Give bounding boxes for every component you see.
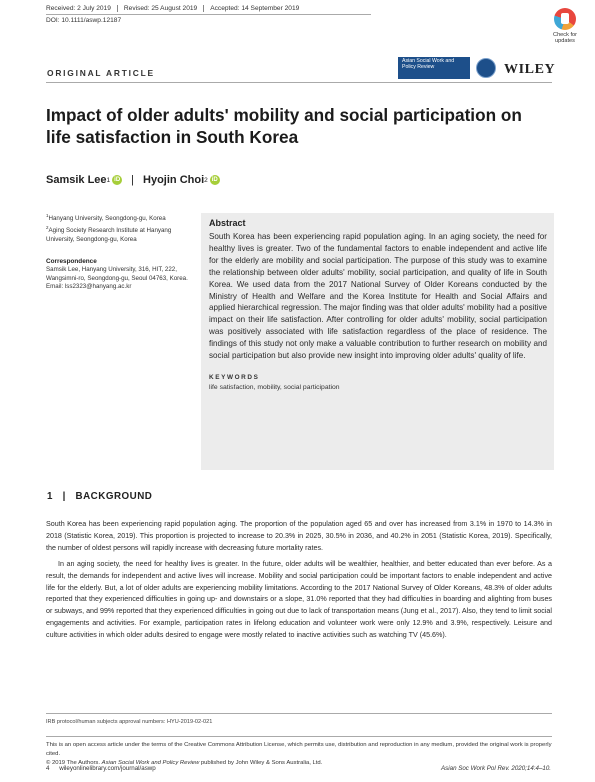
article-dates	[46, 5, 311, 12]
copyright-post: published by John Wiley & Sons Australia, Ltd.	[199, 759, 323, 766]
body-paragraph: South Korea has been experiencing rapid population aging. The proportion of the population aged 65 and over has increased from 3.1% in 1970 to 14.3% in 2018 (Statistic Korea, 2019). This proportion is projected to increase to 20.3% in 2025, 30.5% in 2036, and 40.2% in 2051 (Statistic Korea, 2019). Specifically, the number of oldest persons will rapidly increase with decreasing future mortality rates.	[46, 520, 552, 552]
abstract-text: South Korea has been experiencing rapid population aging. In an aging society, the need for healthy lives is greater. Two of the fundamental factors to enable independent and active life for the elderly are mobility and social participation. The purpose of this study was to examine the relationship between older adults' mobility, social participation, and quality of life in South Korea. We used data from the 2017 National Survey of Older Koreans conducted by the Ministry of Health and Welfare and the Korea Institute for Health and Social Affairs and applied hierarchical regression. The major finding was that older adults' mobility had a positive impact on their life satisfaction. After controlling for older adults' mobility, social participation was positively associated with life satisfaction regardless of the place of residence. The findings of this study not only make a valuable contribution to further research on mobility and social participation but also provide new insight into improving older adults' quality of life.	[209, 232, 547, 361]
irb-note: IRB protocol/human subjects approval numbers: HYU-2019-02-021	[46, 719, 213, 725]
correspondence-address: Samsik Lee, Hanyang University, 316, HIT, 222, Wangsimni-ro, Seongdong-gu, Seoul 04763, Korea.	[46, 266, 188, 282]
orcid-icon[interactable]: iD	[211, 177, 218, 183]
license-text: This is an open access article under the terms of the Creative Commons Attribution License, which permits use, distribution and reproduction in any medium, provided the original work is properly cited.	[46, 742, 552, 757]
check-for-updates-badge[interactable]	[546, 8, 584, 50]
journal-site-link[interactable]: wileyonlinelibrary.com/journal/aswp	[59, 765, 156, 772]
society-seal-icon	[476, 58, 496, 78]
body-paragraph: In an aging society, the need for healthy lives is greater. In the future, older adults will be wealthier, healthier, and better educated than ever before. As a result, the demands for independent and active lives will increase. Mobility and social participation could be important factors to enable independent and active life for the elderly. But, a lot of older adults are experiencing mobility limitations. According to the 2017 National Survey of Older Koreans, 48.3% of older adults reported that they experienced difficulties in going up- and downstairs or a slope, 31.0% reported that they had difficulties in boarding and alighting from buses or subways, and 99% reported that they experienced difficulties in going out due to lack of transportation means (Jung et al., 2017). Also, they tend to limit social engagements and activities. For example, participation rates in lifelong education and volunteer work were only 12.9% and 3.9%, respectively. Leisure and culture activities in which older adults desired to engage were mostly related to inactive activities such as watching TV (45.6%).	[46, 560, 552, 639]
affiliation-text: Hanyang University, Seongdong-gu, Korea	[48, 215, 166, 223]
affiliation-text: Aging Society Research Institute at Hanyang University, Seongdong-gu, Korea	[46, 227, 172, 243]
keywords: life satisfaction, mobility, social participation	[209, 383, 340, 391]
journal-logo: Asian Social Work and Policy Review	[398, 57, 470, 79]
author-name[interactable]: Samsik Lee	[46, 174, 107, 186]
correspondence-details	[46, 266, 196, 292]
keywords-heading: KEYWORDS	[209, 373, 260, 381]
license-rule	[46, 736, 552, 737]
page-number: 4	[46, 765, 50, 772]
article-type: ORIGINAL ARTICLE	[47, 68, 155, 78]
page-footer	[46, 765, 551, 772]
abstract-heading: Abstract	[209, 218, 246, 228]
author-affil-ref: 1	[106, 176, 111, 184]
correspondence-heading: Correspondence	[46, 258, 97, 265]
publisher-logo: WILEY	[504, 62, 556, 77]
orcid-icon[interactable]: iD	[114, 177, 121, 183]
correspondence-email[interactable]: Email: lss2323@hanyang.ac.kr	[46, 283, 132, 291]
author-name[interactable]: Hyojin Choi	[143, 174, 205, 186]
doi[interactable]: DOI: 10.1111/aswp.12187	[46, 17, 122, 24]
affiliation	[46, 212, 191, 224]
crossmark-icon	[554, 8, 576, 30]
abstract-box	[201, 213, 554, 470]
affiliation-ref: 2	[46, 225, 49, 230]
affiliation	[46, 224, 191, 244]
received-date: Received: 2 July 2019	[46, 5, 118, 12]
check-updates-label: Check for updates	[553, 32, 577, 44]
revised-date: Revised: 25 August 2019	[124, 5, 204, 12]
title-rule	[46, 82, 552, 83]
author-list	[46, 174, 220, 186]
copyright-journal: Asian Social Work and Policy Review	[101, 759, 200, 766]
accepted-date: Accepted: 14 September 2019	[210, 5, 300, 12]
copyright-pre: © 2019 The Authors.	[46, 759, 102, 766]
footnote-rule	[46, 713, 552, 714]
section-heading: 1 | BACKGROUND	[47, 491, 153, 502]
citation: Asian Soc Work Pol Rev. 2020;14:4–10.	[441, 765, 551, 772]
license-notice	[46, 741, 552, 767]
author-separator: |	[131, 174, 135, 186]
paper-title: Impact of older adults' mobility and social participation on life satisfaction in South Korea	[46, 105, 522, 147]
header-rule	[46, 14, 371, 15]
affiliation-ref: 1	[46, 213, 49, 218]
author-affil-ref: 2	[204, 176, 208, 184]
